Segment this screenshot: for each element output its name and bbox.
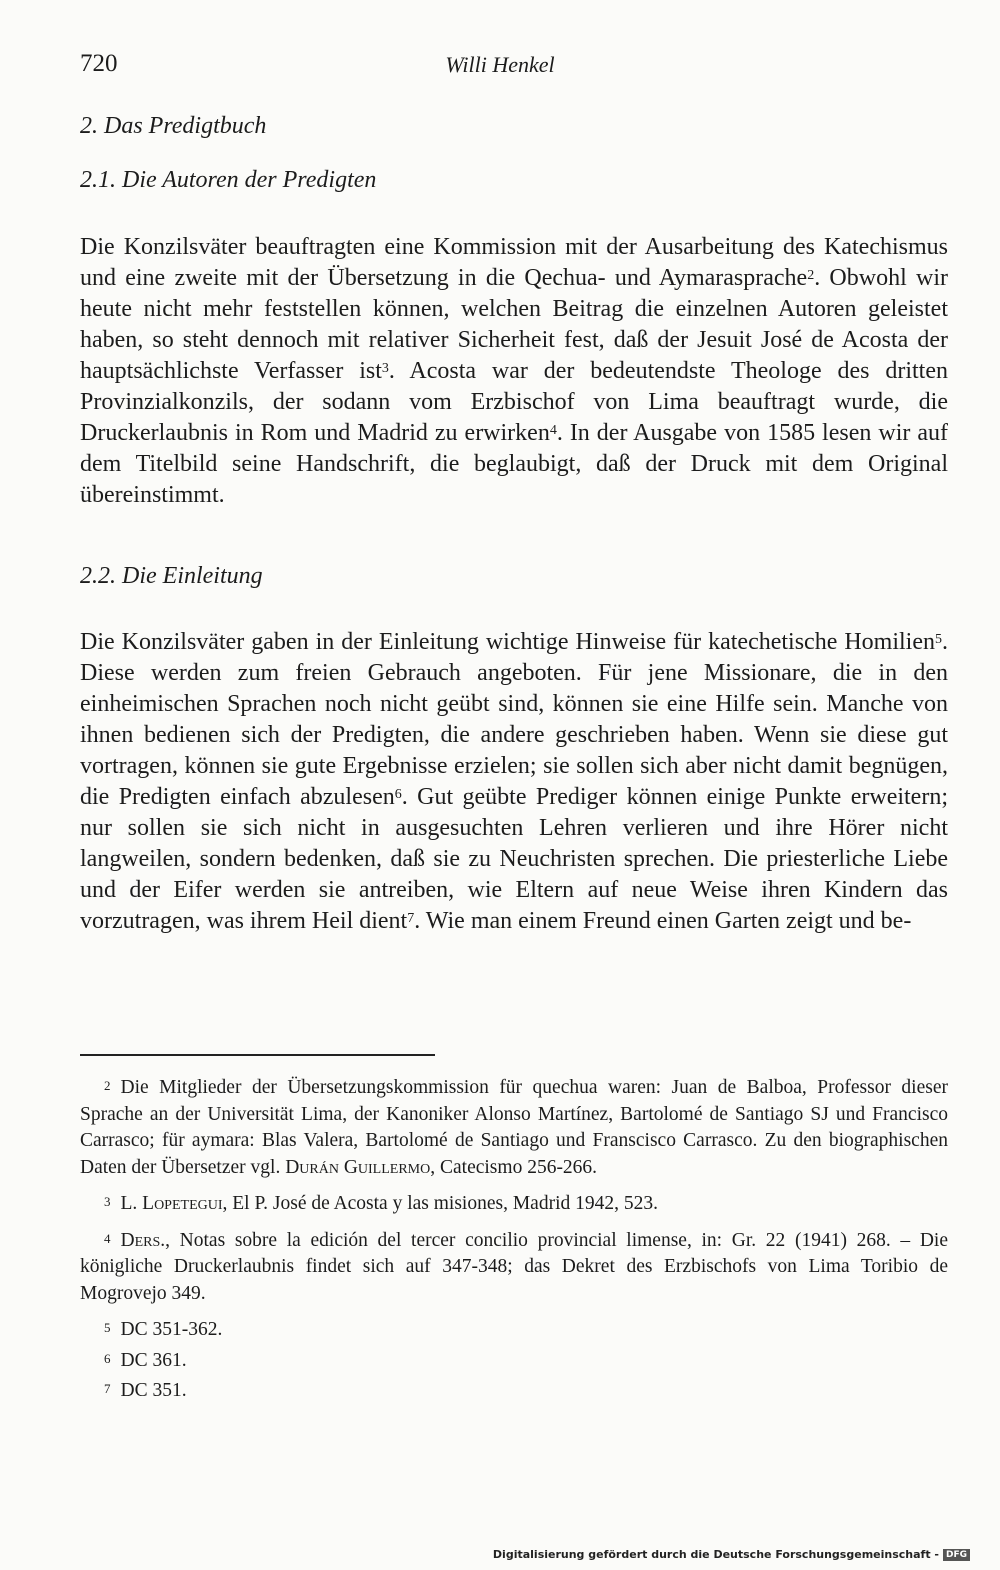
section-heading-2-2: 2.2. Die Einleitung [80,563,263,589]
footnote-3: $^3$ L. Lopetegui, El P. José de Acosta y las misiones, Madrid 1942, 523. [104,1193,658,1214]
page-number: 720 [80,50,118,77]
footnote-2: $^2$ Die Mitglieder der Übersetzungskommission für quechua waren: Juan de Balboa, Professor dieser Sprache an der Universität Lima, der Kanoniker Alonso Martínez, Bartolomé de Santiago SJ und Francisco Carrasco; für aymara: Blas Valera, Bartolomé de Santiago und Franscisco Carrasco. Zu den biographischen Daten der Übersetzer vgl. Durán Guillermo, Catecismo 256-266. [80,1077,948,1178]
footnote-ref[interactable]: 6 [394,787,402,802]
footnote-ref[interactable]: 5 [935,632,942,647]
footnote-ref[interactable]: 7 [407,911,415,926]
digitization-text: Digitalisierung gefördert durch die Deutsche Forschungsgemeinschaft - [492,1548,939,1561]
dfg-logo: DFG [943,1549,970,1561]
paragraph-authors: Die Konzilsväter beauftragten eine Kommission mit der Ausarbeitung des Katechismus und eine zweite mit der Übersetzung in die Qechua- und Aymarasprache$^2$. Obwohl wir heute nicht mehr feststellen können, welchen Beitrag die einzelnen Autoren geleistet haben, so steht dennoch mit relativer Sicherheit fest, daß der Jesuit José de Acosta der hauptsächlichste Verfasser ist$^3$. Acosta war der bedeutendste Theologe des dritten Provinzialkonzils, der sodann vom Erzbischof von Lima beauftragt wurde, die Druckerlaubnis in Rom und Madrid zu erwirken$^4$. In der Ausgabe von 1585 lesen wir auf dem Titelbild seine Handschrift, die beglaubigt, daß der Druck mit dem Original übereinstimmt. [80,234,948,508]
footnote-5: $^5$ DC 351-362. [104,1319,223,1340]
footnotes [80,1075,948,1405]
footnote-ref[interactable]: 2 [807,268,815,283]
footnote-7: $^7$ DC 351. [104,1380,187,1401]
section-heading-2: 2. Das Predigtbuch [80,113,267,139]
paragraph-introduction: Die Konzilsväter gaben in der Einleitung wichtige Hinweise für katechetische Homilien$^5$. Diese werden zum freien Gebrauch angeboten. Für jene Missionare, die in den einheimischen Sprachen noch nicht geübt sind, können sie eine Hilfe sein. Manche von ihnen bedienen sich der Predigten, die andere geschrieben haben. Wenn sie diese gut vortragen, können sie gute Ergebnisse erzielen; sie sollen sich aber nicht damit begnügen, die Predigten einfach abzulesen$^6$. Gut geübte Prediger können einige Punkte erweitern; nur sollen sie sich nicht in ausgesuchten Lehren verlieren und ihre Hörer nicht langweilen, sondern bedenken, daß sie zu Neuchristen sprechen. Die priesterliche Liebe und der Eifer werden sie antreiben, wie Eltern auf neue Weise ihren Kindern das vorzutragen, was ihrem Heil dient$^7$. Wie man einem Freund einen Garten zeigt und be- [80,629,948,934]
digitization-note [493,1548,970,1561]
footnote-4: $^4$ Ders., Notas sobre la edición del tercer concilio provincial limense, in: Gr. 22 (1941) 268. – Die königliche Druckerlaubnis findet sich auf 347-348; das Dekret des Erzbischofs von Lima Toribio de Mogrovejo 349. [80,1229,948,1304]
running-head: Willi Henkel [445,52,555,77]
section-heading-2-1: 2.1. Die Autoren der Predigten [80,167,377,193]
footnote-ref[interactable]: 3 [381,361,389,376]
footnote-rule [80,1054,435,1056]
footnote-6: $^6$ DC 361. [104,1349,187,1371]
footnote-ref[interactable]: 4 [549,423,557,438]
